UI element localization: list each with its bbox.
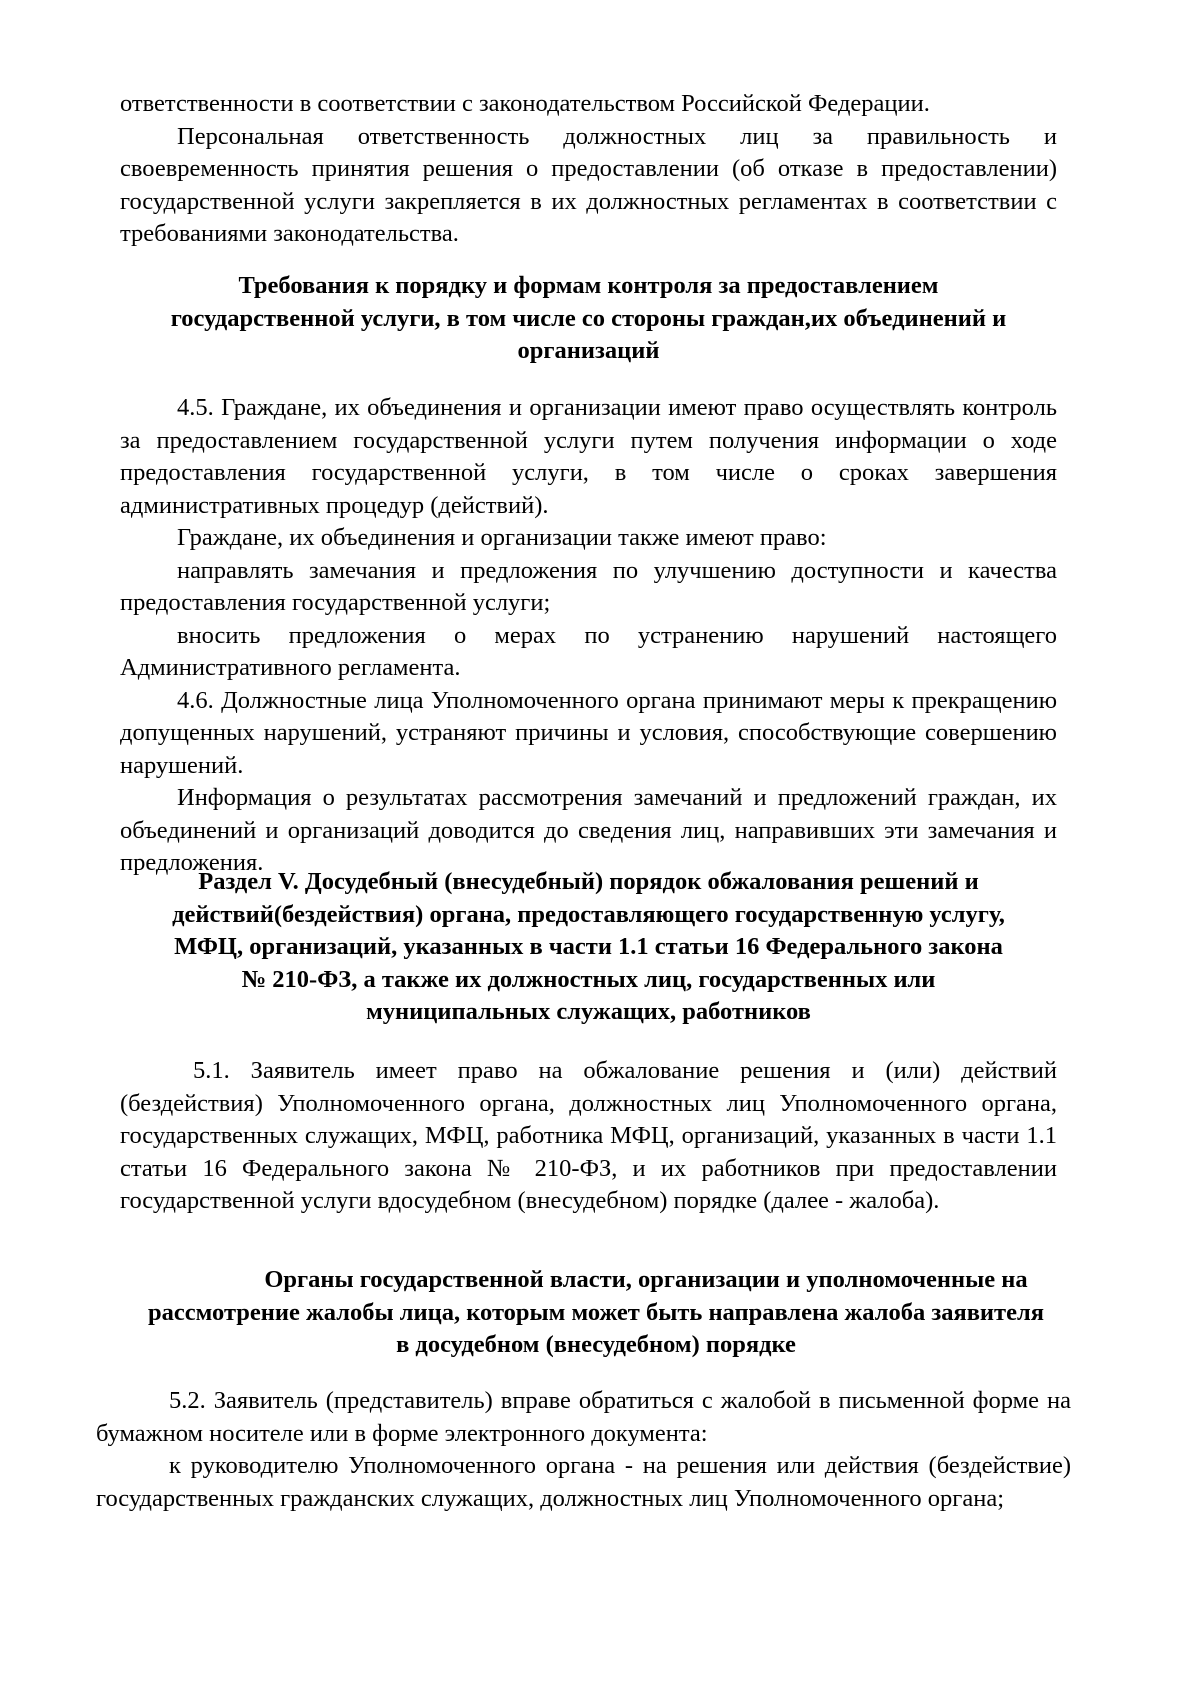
paragraph-also-right: Граждане, их объединения и организации также имеют право:	[177, 524, 827, 551]
paragraph-to-head: к руководителю Уполномоченного органа - на решения или действия (бездействие) государственных гражданских служащих, должностных лиц Уполномоченного органа;	[96, 1452, 1071, 1512]
heading-line: рассмотрение жалобы лица, которым может быть направлена жалоба заявителя	[148, 1298, 1044, 1326]
heading-line: Органы государственной власти, организации и уполномоченные на	[264, 1266, 1028, 1293]
heading-line: Требования к порядку и формам контроля за предоставлением	[238, 272, 939, 299]
paragraph-submit-proposals: вносить предложения о мерах по устранению нарушений настоящего Административного регламента.	[120, 621, 1057, 681]
paragraph-5-2: 5.2. Заявитель (представитель) вправе обратиться с жалобой в письменной форме на бумажном носителе или в форме электронного документа:	[96, 1387, 1071, 1447]
heading-line: МФЦ, организаций, указанных в части 1.1 статьи 16 Федерального закона	[174, 933, 1003, 960]
heading-line: Раздел V. Досудебный (внесудебный) порядок обжалования решений и	[198, 868, 979, 895]
heading-line: муниципальных служащих, работников	[366, 998, 811, 1025]
heading-line: № 210-ФЗ, а также их должностных лиц, государственных или	[241, 965, 936, 993]
section-heading-control	[120, 270, 1057, 368]
heading-line: действий(бездействия) органа, предоставляющего государственную услугу,	[172, 900, 1005, 928]
intro-line: ответственности в соответствии с законодательством Российской Федерации.	[120, 90, 930, 117]
intro-block	[120, 88, 1057, 251]
responsibility-paragraph: Персональная ответственность должностных лиц за правильность и своевременность принятия решения о предоставлении (об отказе в предоставлении) государственной услуги закрепляется в их должностных регламентах в соответствии с требованиями законодательства.	[120, 122, 1057, 247]
heading-line: организаций	[517, 337, 660, 364]
section-5-2-body	[96, 1385, 1071, 1515]
section-5-1-body	[120, 1055, 1057, 1218]
section-heading-bodies	[96, 1264, 1096, 1362]
paragraph-results-info: Информация о результатах рассмотрения замечаний и предложений граждан, их объединений и организаций доводится до сведения лиц, направивших эти замечания и предложения.	[120, 784, 1057, 876]
paragraph-4-5: 4.5. Граждане, их объединения и организации имеют право осуществлять контроль за предоставлением государственной услуги путем получения информации о ходе предоставления государственной услуги, в том числе о сроках завершения административных процедур (действий).	[120, 394, 1057, 519]
paragraph-5-1: 5.1. Заявитель имеет право на обжалование решения и (или) действий (бездействия) Уполномоченного органа, должностных лиц Уполномоченного органа, государственных служащих, МФЦ, работника МФЦ, организаций, указанных в части 1.1 статьи 16 Федерального закона № 210-ФЗ, и их работников при предоставлении государственной услуги вдосудебном (внесудебном) порядке (далее - жалоба).	[120, 1057, 1057, 1214]
heading-line: в досудебном (внесудебном) порядке	[396, 1331, 796, 1358]
paragraph-4-6: 4.6. Должностные лица Уполномоченного органа принимают меры к прекращению допущенных нарушений, устраняют причины и условия, способствующие совершению нарушений.	[120, 686, 1057, 779]
section-4-body	[120, 392, 1057, 880]
section-heading-v	[120, 866, 1057, 1029]
heading-line: государственной услуги, в том числе со стороны граждан,их объединений и	[170, 304, 1007, 332]
paragraph-send-remarks: направлять замечания и предложения по улучшению доступности и качества предоставления государственной услуги;	[120, 556, 1057, 616]
